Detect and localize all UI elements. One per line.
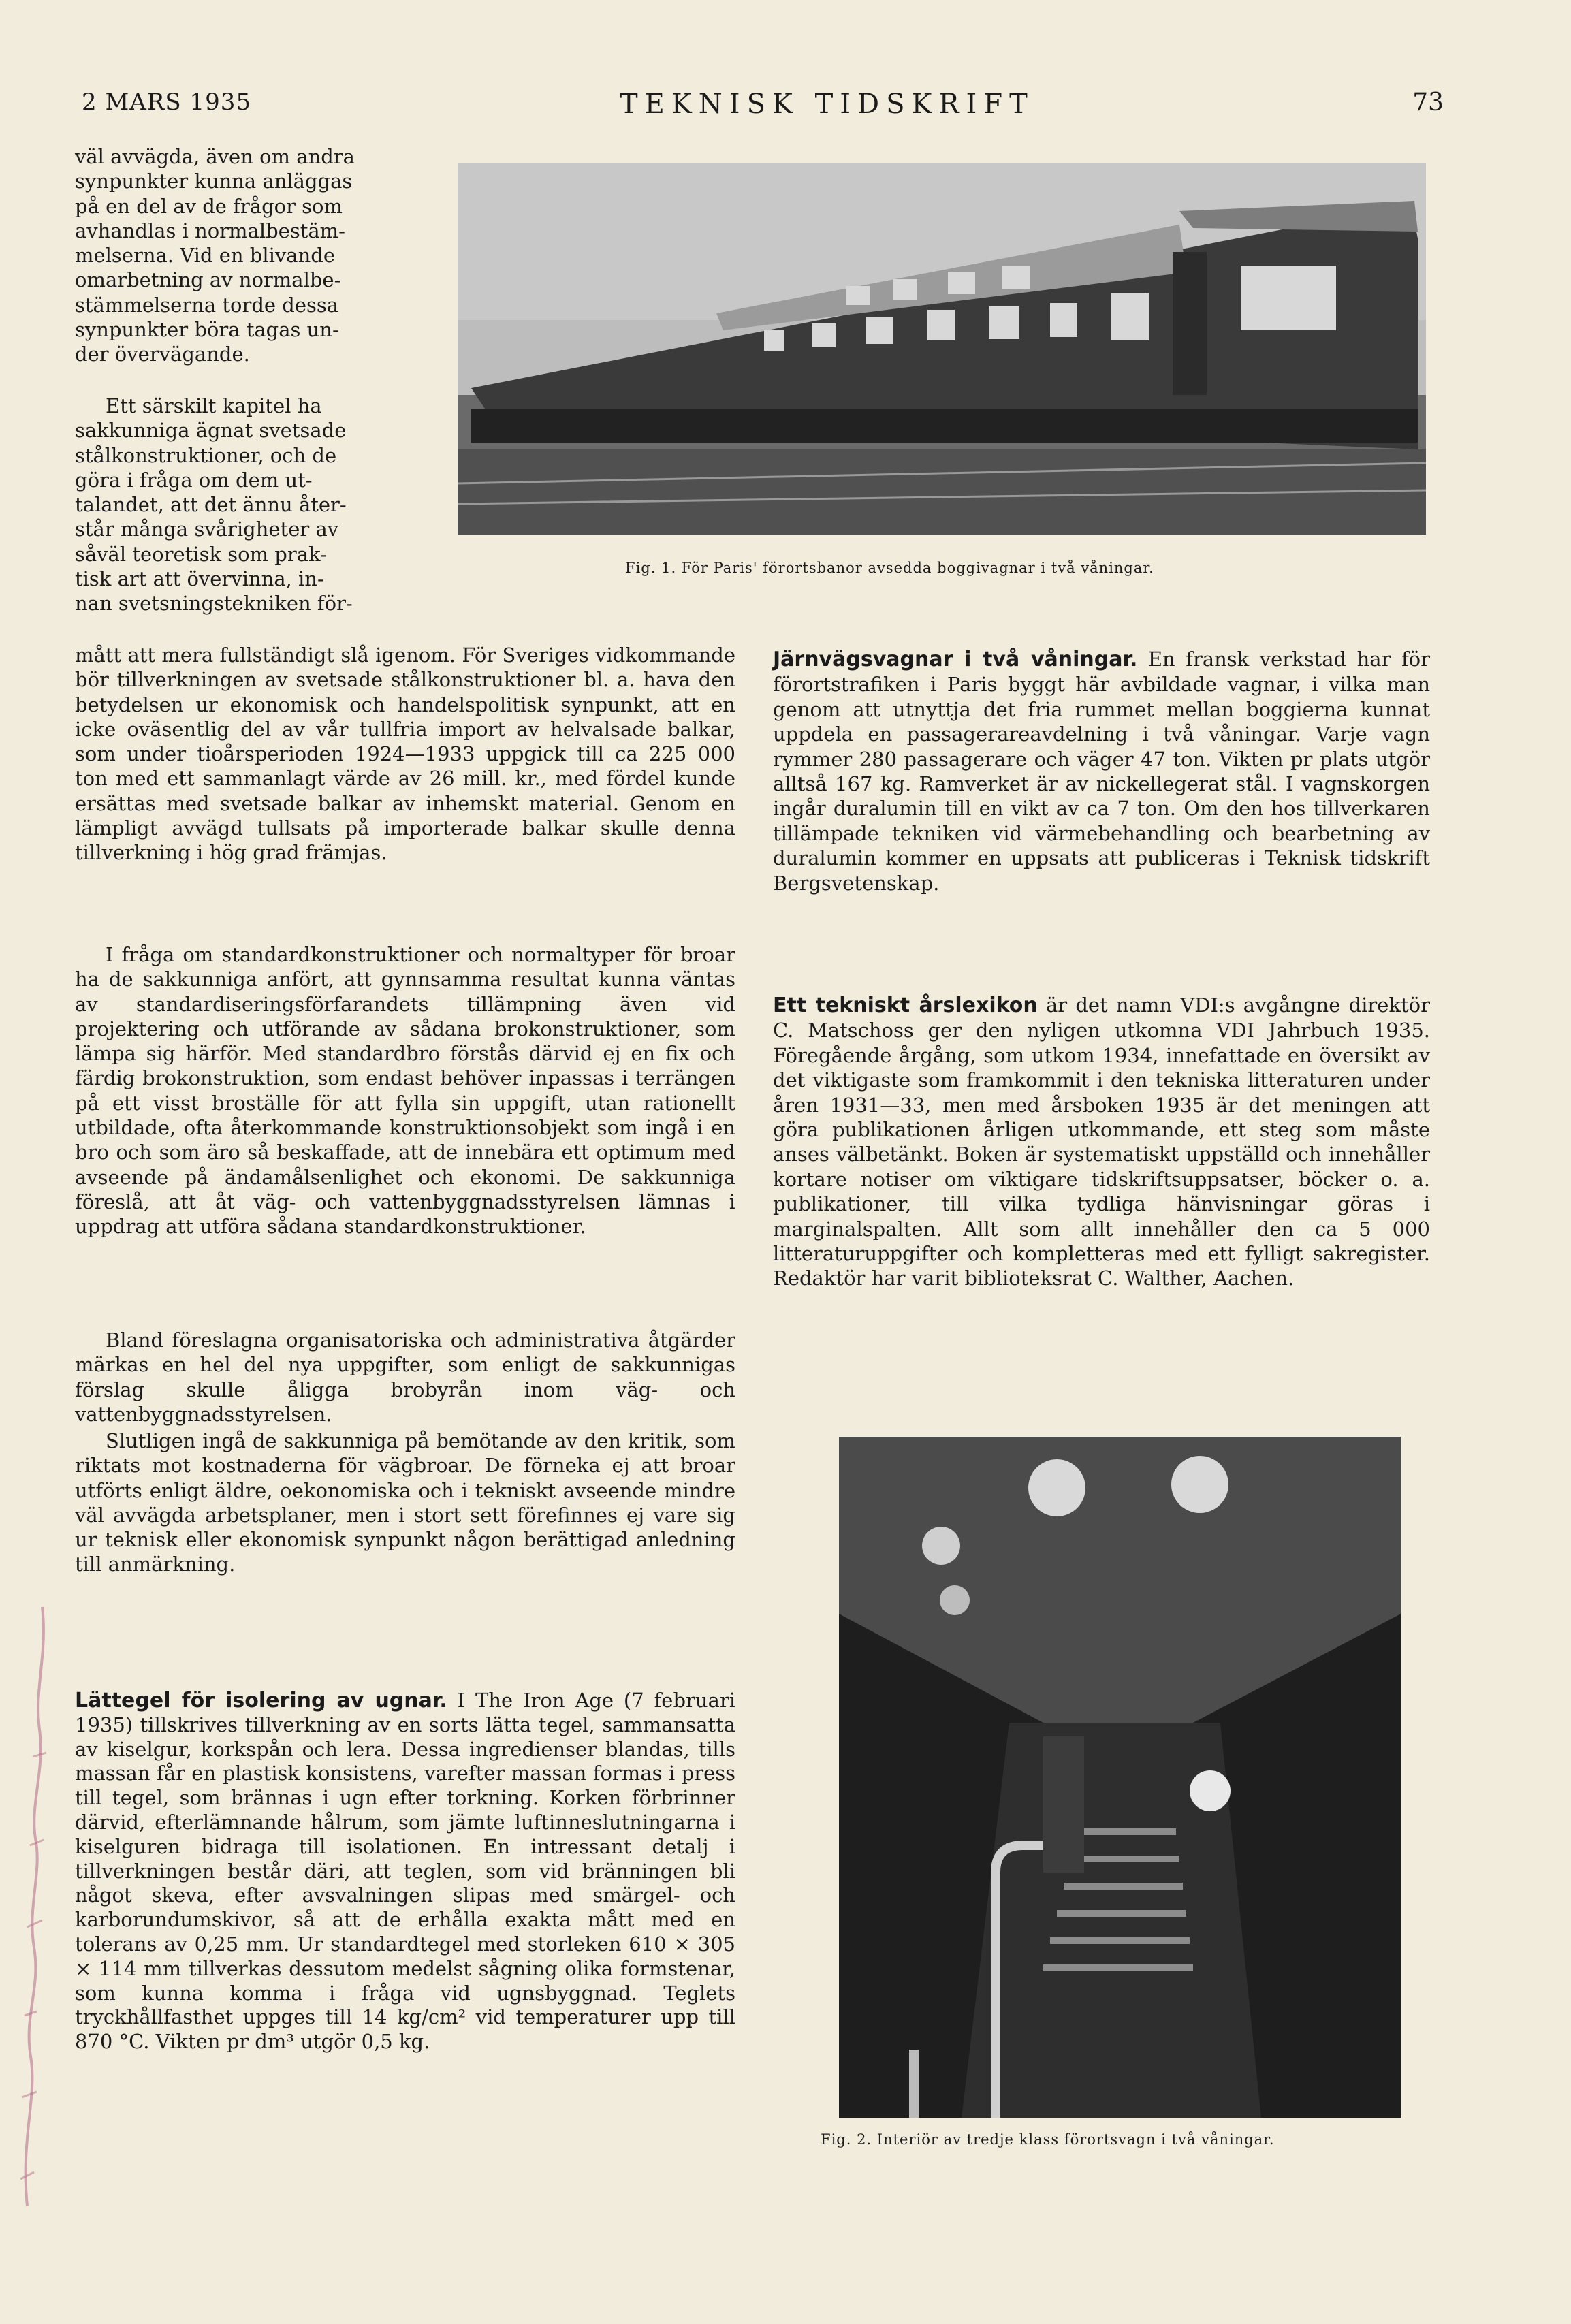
figure-2-interior-photo — [839, 1437, 1401, 2118]
left-wrap-paragraph-2 — [75, 394, 415, 616]
text-line: tisk art att övervinna, in- — [75, 567, 324, 591]
text-line: stålkonstruktioner, och de — [75, 443, 337, 467]
interior-illustration — [839, 1437, 1401, 2118]
left-paragraph-5: Slutligen ingå de sakkunniga på bemötande av den kritik, som riktats mot kostnaderna för vägbroar. De förneka ej att broar utförts enligt äldre, oekonomiska och i tekniskt avseende mindre väl avvägda arbetsplaner, men i stort sett förefinnes ej vare sig ur teknisk eller ekonomisk synpunkt någon berättigad anledning till anmärkning. — [75, 1429, 735, 1576]
handwritten-marginalia — [0, 1580, 68, 2213]
figure-1-train-photo — [458, 163, 1426, 535]
article-body: är det namn VDI:s avgångne direktör C. Matschoss ger den nyligen utkomna VDI Jahrbuch 1935. Föregående årgång, som utkom 1934, innefattade en översikt av det viktigaste som framkommit i den tekniska litteraturen under åren 1931—33, men med årsboken 1935 är det meningen att göra publikationen årligen utkommande, ett steg som måste anses välbetänkt. Boken är systematiskt uppställd och innehåller kortare notiser om viktigare tidskriftsuppsatser, böcker o. a. publikationer, till vilka tydliga hänvisningar göras i marginalspalten. Allt som allt innehåller den ca 5 000 litteraturuppgifter och kompletteras med ett fylligt sakregister. Redaktör har varit biblioteksrat C. Walther, Aachen. — [773, 993, 1431, 1290]
text-line: sakkunniga ägnat svetsade — [75, 419, 347, 443]
text-line: synpunkter kunna anläggas — [75, 170, 353, 193]
text-line: melserna. Vid en blivande — [75, 244, 335, 268]
text-line: omarbetning av normalbe- — [75, 268, 341, 292]
article-heading: Ett tekniskt årslexikon — [773, 993, 1038, 1017]
issue-date: 2 MARS 1935 — [82, 89, 252, 116]
article-lattegel — [75, 1689, 735, 2054]
text-line: på en del av de frågor som — [75, 194, 343, 218]
figure-2-caption: Fig. 2. Interiör av tredje klass förortsvagn i två våningar. — [821, 2131, 1275, 2148]
text-line: göra i fråga om dem ut- — [75, 468, 313, 492]
text-line: synpunkter böra tagas un- — [75, 318, 339, 342]
text-line: talandet, att det ännu åter- — [75, 493, 347, 517]
figure-1-caption: Fig. 1. För Paris' förortsbanor avsedda boggivagnar i två våningar. — [625, 560, 1154, 576]
text-line: står många svårigheter av — [75, 518, 339, 541]
text-line: Ett särskilt kapitel ha — [106, 394, 322, 417]
text-line: såväl teoretisk som prak- — [75, 542, 327, 566]
page-number: 73 — [1412, 89, 1444, 116]
article-body: I The Iron Age (7 februari 1935) tillskrives tillverkning av en sorts lätta tegel, sammansatta av kiselgur, korkspån och lera. Dessa ingredienser blandas, tills massan får en plastisk konsistens, varefter massan formas i press till tegel, som brännas i ugn efter torkning. Korken förbrinner därvid, efterlämnande hålrum, som jämte luftinneslutningarna i kiselguren bidraga till isolationen. En intressant detalj i tillverkningen består däri, att teglen, som vid bränningen bli något skeva, efter avsvalningen slipas med smärgel- och karborundumskivor, så att de erhålla exakta mått med en tolerans av 0,25 mm. Ur standardtegel med storleken 610 × 305 × 114 mm tillverkas dessutom medelst sågning olika formstenar, som kunna komma i fråga vid ugnsbyggnad. Teglets tryckhållfasthet uppges till 14 kg/cm² vid temperaturer upp till 870 °C. Vikten pr dm³ utgör 0,5 kg. — [75, 1689, 735, 2054]
left-paragraph-2-continued: mått att mera fullständigt slå igenom. För Sveriges vidkommande bör tillverkningen av svetsade stålkonstruktioner bl. a. hava den betydelsen ur ekonomisk och handelspolitisk synpunkt, att en icke oväsentlig del av vår tullfria import av helvalsade balkar, som under tioårsperioden 1924—1933 uppgick till ca 225 000 ton med ett sammanlagt värde av 26 mill. kr., med fördel kunde ersättas med svetsade balkar av inhemskt material. Genom en lämpligt avvägd tullsats på importerade balkar skulle denna tillverkning i hög grad främjas. — [75, 643, 735, 865]
text-line: väl avvägda, även om andra — [75, 145, 355, 168]
text-line: nan svetsningstekniken för- — [75, 592, 353, 616]
text-line: stämmelserna torde dessa — [75, 293, 339, 317]
article-jarnvagsvagnar — [773, 647, 1430, 895]
article-body: En fransk verkstad har för förortstrafiken i Paris byggt här avbildade vagnar, i vilka man genom att utnyttja det fria rummet mellan boggierna kunnat uppdela en passagerareavdelning i två våningar. Varje vagn rymmer 280 passagerare och väger 47 ton. Vikten pr plats utgör alltså 167 kg. Ramverket är av nickellegerat stål. I vagnskorgen ingår duralumin till en vikt av ca 7 ton. Om den hos tillverkaren tillämpade tekniken vid värmebehandling och bearbetning av duralumin kommer en uppsats att publiceras i Teknisk tidskrift Bergsvetenskap. — [773, 648, 1430, 895]
article-heading: Lättegel för isolering av ugnar. — [75, 1689, 447, 1713]
journal-title: TEKNISK TIDSKRIFT — [620, 89, 1034, 120]
text-line: avhandlas i normalbestäm- — [75, 219, 345, 242]
text-line: der övervägande. — [75, 343, 250, 366]
left-paragraph-3: I fråga om standardkonstruktioner och normaltyper för broar ha de sakkunniga anfört, att gynnsamma resultat kunna väntas av standardiseringsförfarandets tillämpning även vid projektering och utförande av sådana brokonstruktioner, som lämpa sig härför. Med standardbro förstås därvid ej en fix och färdig brokonstruktion, som endast behöver inpassas i terrängen på ett visst broställe för att fylla sin uppgift, utan rationellt utbildade, ofta återkommande konstruktionsobjekt som ingå i en bro och som äro så beskaffade, att de innebära ett optimum med avseende på ändamålsenlighet och ekonomi. De sakkunniga föreslå, att åt väg- och vattenbyggnadsstyrelsen lämnas i uppdrag att utföra sådana standardkonstruktioner. — [75, 943, 735, 1239]
left-paragraph-4: Bland föreslagna organisatoriska och administrativa åtgärder märkas en hel del nya uppgifter, som enligt de sakkunnigas förslag skulle åligga brobyrån inom väg- och vattenbyggnadsstyrelsen. — [75, 1328, 735, 1426]
article-arslexikon — [773, 993, 1430, 1291]
running-header — [75, 89, 1444, 129]
left-wrap-paragraph-1 — [75, 144, 415, 367]
article-heading: Järnvägsvagnar i två våningar. — [773, 648, 1138, 671]
train-illustration — [458, 163, 1426, 535]
